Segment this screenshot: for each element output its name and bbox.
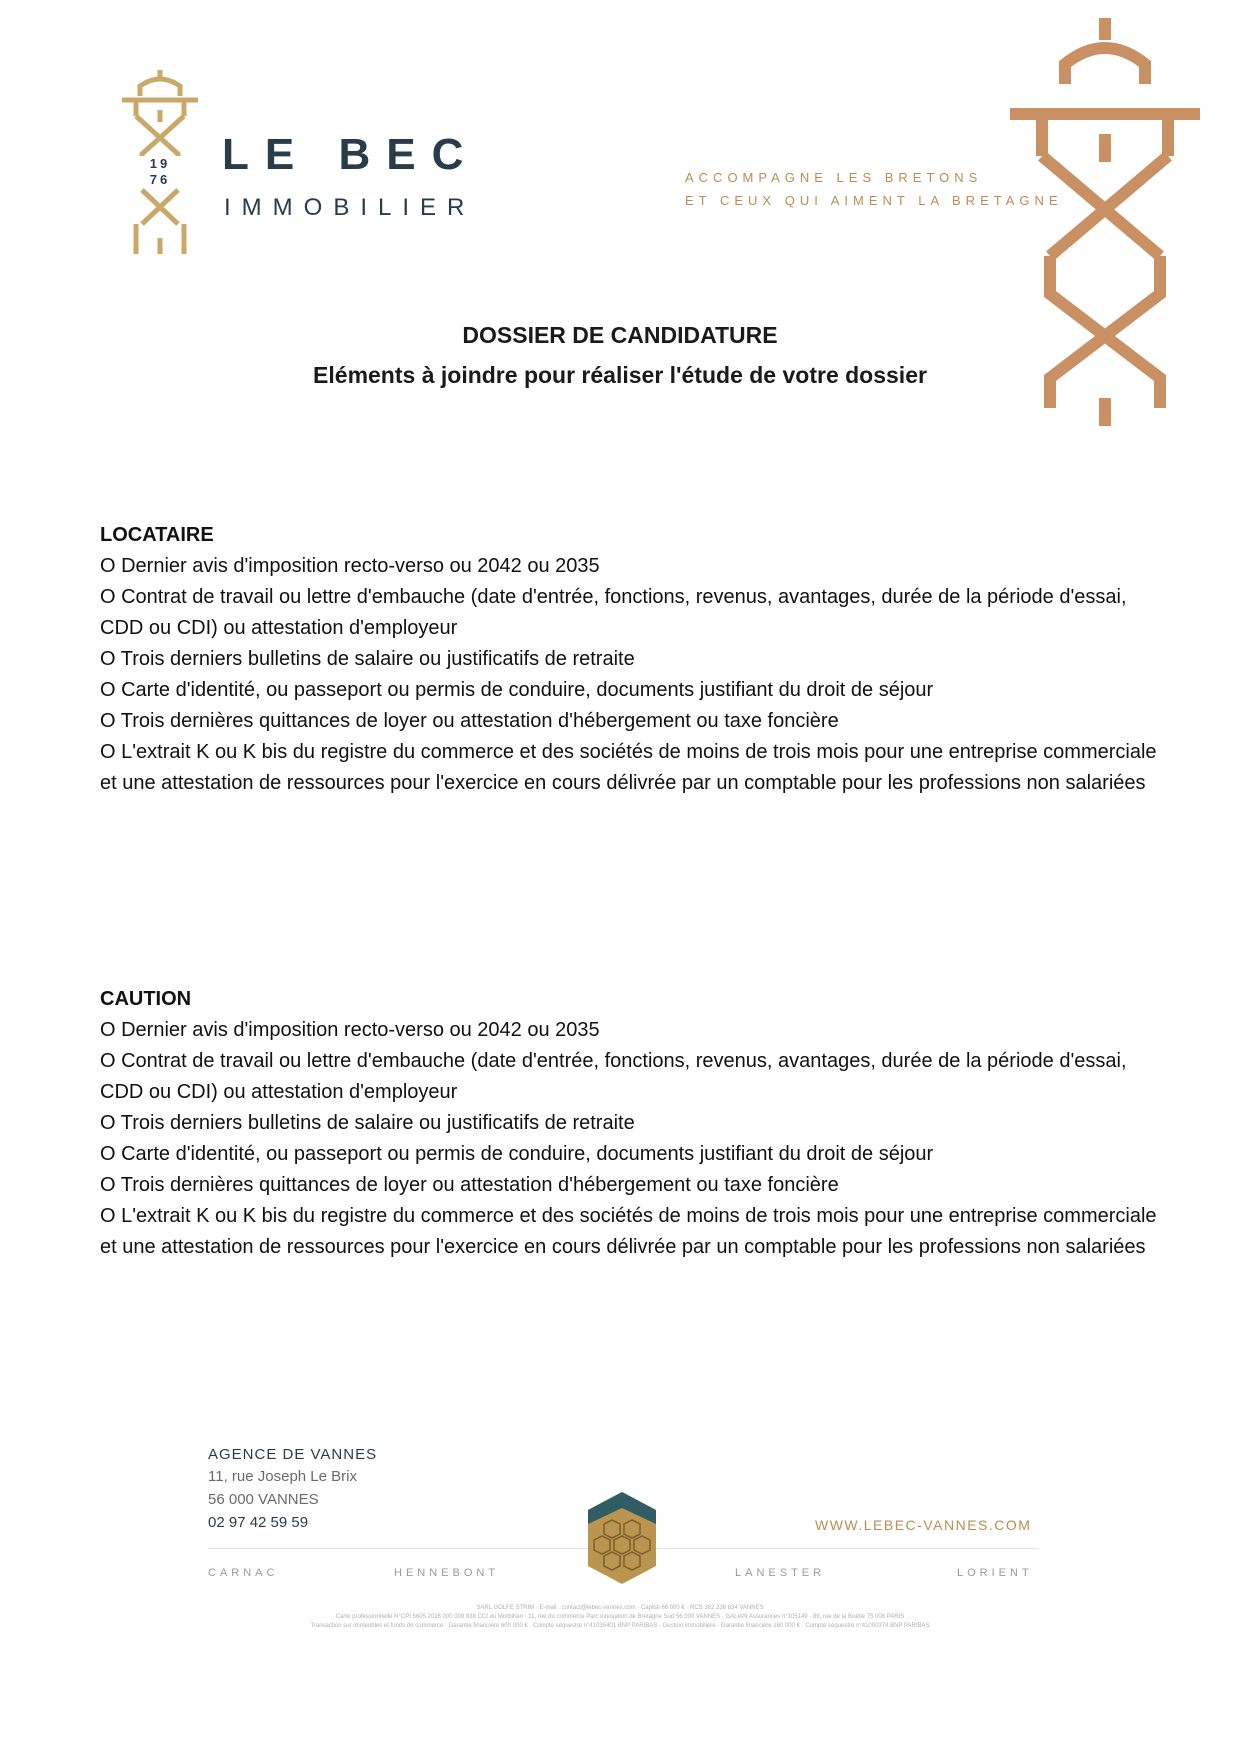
section-caution [100,984,1160,1263]
town-hennebont: HENNEBONT [394,1567,500,1579]
town-lanester: LANESTER [735,1567,826,1579]
checklist-item: O L'extrait K ou K bis du registre du commerce et des sociétés de moins de trois mois pour une entreprise commerciale et une attestation de ressources pour l'exercice en cours délivrée par un comptable pour les professions non salariées [100,1205,1157,1258]
checklist-item: O Contrat de travail ou lettre d'embauche (date d'entrée, fonctions, revenus, avantages, durée de la période d'essai, CDD ou CDI) ou attestation d'employeur [100,586,1127,639]
logo-year-top: 19 [149,156,171,171]
checklist-item: O Trois dernières quittances de loyer ou attestation d'hébergement ou taxe foncière [100,1174,839,1196]
checklist-item: O Carte d'identité, ou passeport ou permis de conduire, documents justifiant du droit de séjour [100,679,934,701]
document-title: DOSSIER DE CANDIDATURE [462,322,778,348]
agency-city: 56 000 VANNES [208,1491,319,1508]
checklist-item: O L'extrait K ou K bis du registre du commerce et des sociétés de moins de trois mois pour une entreprise commerciale et une attestation de ressources pour l'exercice en cours délivrée par un comptable pour les professions non salariées [100,741,1157,794]
checklist-item: O Trois dernières quittances de loyer ou attestation d'hébergement ou taxe foncière [100,710,839,732]
lighthouse-logo-icon [118,70,202,254]
agency-name: AGENCE DE VANNES [208,1446,378,1463]
checklist-item: O Carte d'identité, ou passeport ou permis de conduire, documents justifiant du droit de séjour [100,1143,934,1165]
checklist-item: O Dernier avis d'imposition recto-verso ou 2042 ou 2035 [100,1019,600,1041]
checklist-item: O Contrat de travail ou lettre d'embauche (date d'entrée, fonctions, revenus, avantages, durée de la période d'essai, CDD ou CDI) ou attestation d'employeur [100,1050,1127,1103]
checklist-item: O Dernier avis d'imposition recto-verso ou 2042 ou 2035 [100,555,600,577]
brand-name: LE BEC [222,130,480,179]
checklist-item: O Trois derniers bulletins de salaire ou justificatifs de retraite [100,1112,635,1134]
agency-phone: 02 97 42 59 59 [208,1514,309,1531]
agency-address: 11, rue Joseph Le Brix [208,1468,357,1485]
legal-line: Transaction sur immeubles et fonds de commerce · Garantie financière 600 000 € · Compte séquestre n°41035401 BNP PARIBAS · Gestion immobilière · Garantie financière 160 000 € · Compte séquestre n°41000374 BNP PARIBAS [310,1623,930,1629]
section-heading: CAUTION [100,988,192,1010]
logo-year-bottom: 76 [149,172,171,187]
legal-line: SARL GOLFE STRIM · E-mail : contact@lebec-vannes.com · Capital 66 000 € · RCS 382 236 834 VANNES [476,1605,764,1611]
tagline-line-2: ET CEUX QUI AIMENT LA BRETAGNE [685,193,1063,208]
town-carnac: CARNAC [208,1567,279,1579]
town-lorient: LORIENT [957,1567,1033,1579]
legal-line: Carte professionnelle N°CPI 5605 2016 000 009 838 CCI du Morbihan · 11, rue du commerce Parc innovation de Bretagne Sud 56 000 VANNES · GALIAN Assurances n°105149 · 89, rue de la Boétie 75 008 PARIS [335,1614,905,1620]
tagline-line-1: ACCOMPAGNE LES BRETONS [685,170,983,185]
section-locataire [100,520,1160,799]
section-heading: LOCATAIRE [100,524,214,546]
checklist-item: O Trois derniers bulletins de salaire ou justificatifs de retraite [100,648,635,670]
website-link[interactable]: WWW.LEBEC-VANNES.COM [815,1517,1032,1533]
brand-subtitle: IMMOBILIER [224,194,476,221]
document-subtitle: Eléments à joindre pour réaliser l'étude de votre dossier [313,362,927,388]
hexagon-logo-icon [586,1490,658,1586]
